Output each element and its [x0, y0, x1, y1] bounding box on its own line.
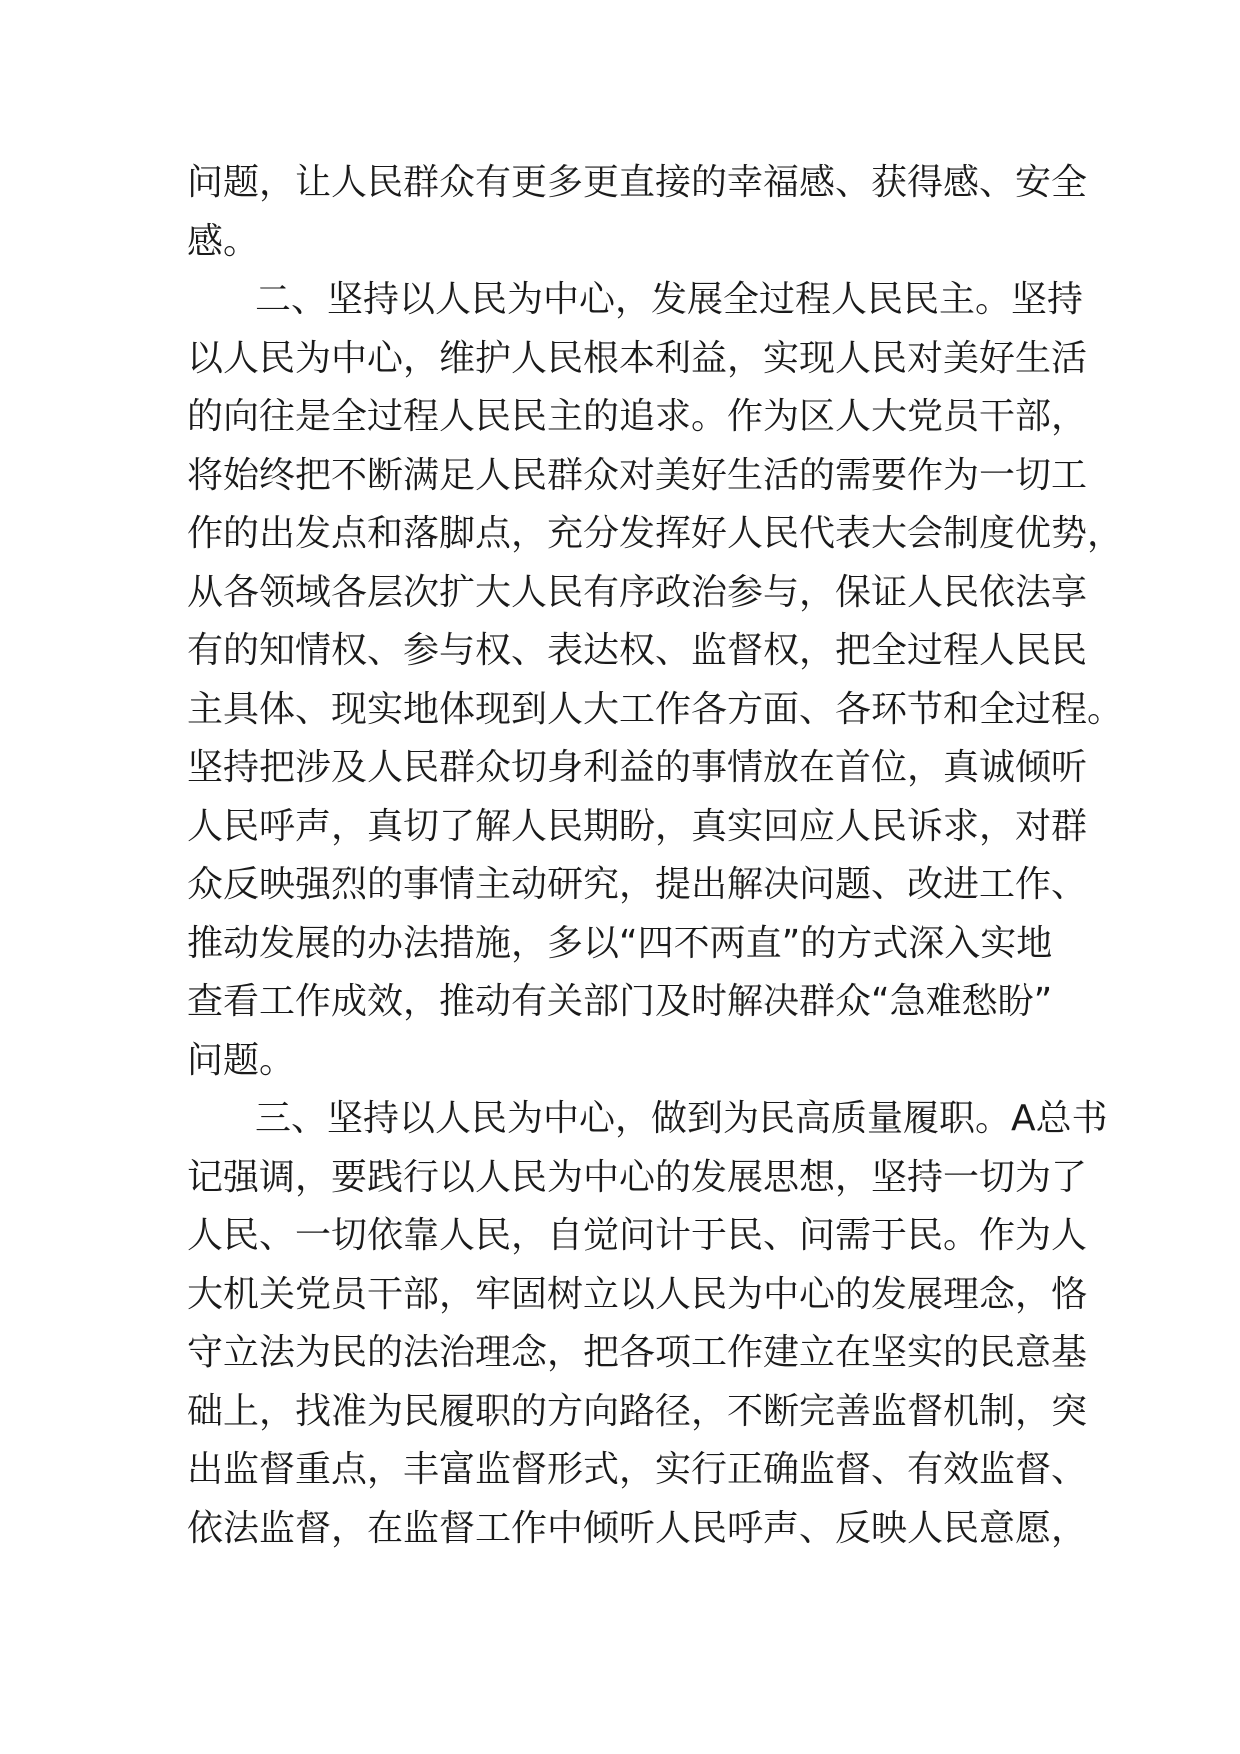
text-line: 主具体、现实地体现到人大工作各方面、各环节和全过程。: [187, 688, 1124, 730]
section-heading-line: 三、坚持以人民为中心，做到为民高质量履职。A总书: [255, 1098, 1108, 1139]
text-line: 出监督重点，丰富监督形式，实行正确监督、有效监督、: [187, 1449, 1088, 1490]
text-line: 的向往是全过程人民民主的追求。作为区人大党员干部，: [187, 396, 1088, 437]
text-line: 人民、一切依靠人民，自觉问计于民、问需于民。作为人: [187, 1215, 1088, 1256]
text-line: 问题，让人民群众有更多更直接的幸福感、获得感、安全: [187, 162, 1088, 203]
text-line: 从各领域各层次扩大人民有序政治参与，保证人民依法享: [187, 571, 1088, 613]
text-line: 依法监督，在监督工作中倾听人民呼声、反映人民意愿，: [187, 1507, 1088, 1549]
section-heading-line: 二、坚持以人民为中心，发展全过程人民民主。坚持: [255, 279, 1084, 320]
text-line: 础上，找准为民履职的方向路径，不断完善监督机制，突: [187, 1390, 1088, 1432]
text-line: 将始终把不断满足人民群众对美好生活的需要作为一切工: [187, 454, 1088, 496]
text-line: 记强调，要践行以人民为中心的发展思想，坚持一切为了: [187, 1156, 1088, 1198]
body-text: [187, 154, 1124, 1558]
text-line: 以人民为中心，维护人民根本利益，实现人民对美好生活: [187, 337, 1088, 379]
text-line: 作的出发点和落脚点，充分发挥好人民代表大会制度优势，: [187, 513, 1124, 554]
text-line: 守立法为民的法治理念，把各项工作建立在坚实的民意基: [187, 1332, 1088, 1373]
text-line: 推动发展的办法措施，多以“四不两直”的方式深入实地: [187, 922, 1053, 964]
text-line: 有的知情权、参与权、表达权、监督权，把全过程人民民: [187, 630, 1088, 671]
text-line: 问题。: [187, 1039, 296, 1081]
text-line: 感。: [187, 220, 260, 262]
text-line: 人民呼声，真切了解人民期盼，真实回应人民诉求，对群: [187, 805, 1088, 847]
text-line: 查看工作成效，推动有关部门及时解决群众“急难愁盼”: [187, 981, 1053, 1022]
text-line: 大机关党员干部，牢固树立以人民为中心的发展理念，恪: [187, 1273, 1088, 1315]
text-line: 众反映强烈的事情主动研究，提出解决问题、改进工作、: [187, 864, 1088, 905]
text-line: 坚持把涉及人民群众切身利益的事情放在首位，真诚倾听: [187, 747, 1088, 788]
